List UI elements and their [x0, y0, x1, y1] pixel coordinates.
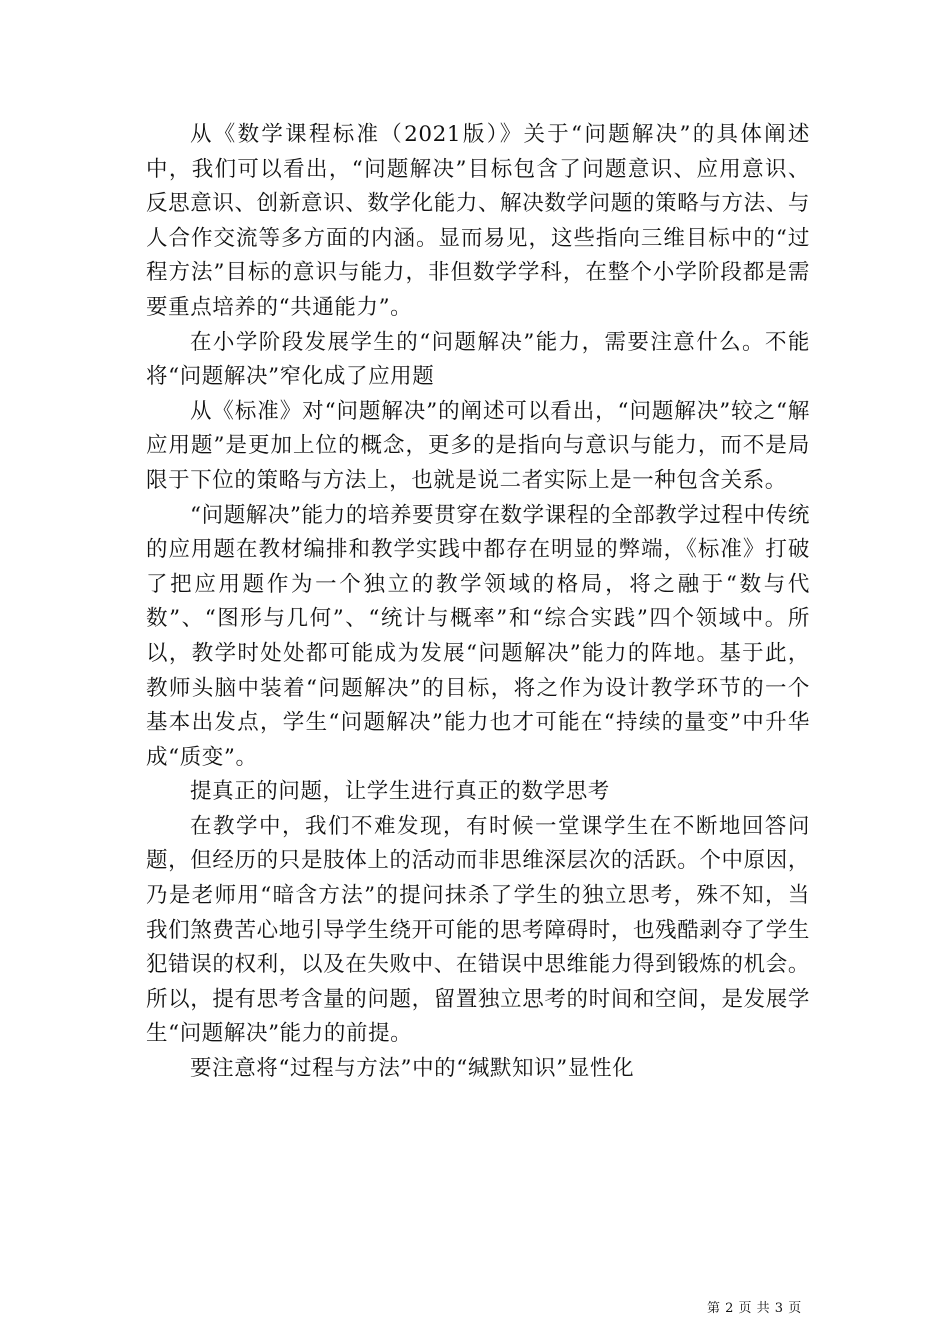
paragraph-1: 从《数学课程标准（2021版）》关于“问题解决”的具体阐述中，我们可以看出，“问题解决”目标包含了问题意识、应用意识、反思意识、创新意识、数学化能力、解决数学问题的策略与方法、与人合作交流等多方面的内涵。显而易见，这些指向三维目标中的“过程方法”目标的意识与能力，非但数学学科，在整个小学阶段都是需要重点培养的“共通能力”。	[146, 122, 810, 320]
paragraph-6: 在教学中，我们不难发现，有时候一堂课学生在不断地回答问题，但经历的只是肢体上的活动而非思维深层次的活跃。个中原因，乃是老师用“暗含方法”的提问抹杀了学生的独立思考，殊不知，当我们煞费苦心地引导学生绕开可能的思考障碍时，也残酷剥夺了学生犯错误的权利，以及在失败中、在错误中思维能力得到锻炼的机会。所以，提有思考含量的问题，留置独立思考的时间和空间，是发展学生“问题解决”能力的前提。	[146, 813, 810, 1047]
paragraph-5: 提真正的问题，让学生进行真正的数学思考	[190, 779, 610, 805]
paragraph-2: 在小学阶段发展学生的“问题解决”能力，需要注意什么。不能将“问题解决”窄化成了应用题	[146, 329, 810, 390]
document-body	[146, 118, 810, 1087]
paragraph-7: 要注意将“过程与方法”中的“缄默知识”显性化	[190, 1056, 635, 1082]
paragraph-4: “问题解决”能力的培养要贯穿在数学课程的全部教学过程中传统的应用题在教材编排和教学实践中都存在明显的弊端，《标准》打破了把应用题作为一个独立的教学领域的格局，将之融于“数与代数”、“图形与几何”、“统计与概率”和“综合实践”四个领域中。所以，教学时处处都可能成为发展“问题解决”能力的阵地。基于此，教师头脑中装着“问题解决”的目标，将之作为设计教学环节的一个基本出发点，学生“问题解决”能力也才可能在“持续的量变”中升华成“质变”。	[146, 502, 810, 770]
paragraph-3: 从《标准》对“问题解决”的阐述可以看出，“问题解决”较之“解应用题”是更加上位的概念，更多的是指向与意识与能力，而不是局限于下位的策略与方法上，也就是说二者实际上是一种包含关系。	[146, 398, 810, 493]
page-number-footer: 第 2 页 共 3 页	[707, 1301, 802, 1316]
